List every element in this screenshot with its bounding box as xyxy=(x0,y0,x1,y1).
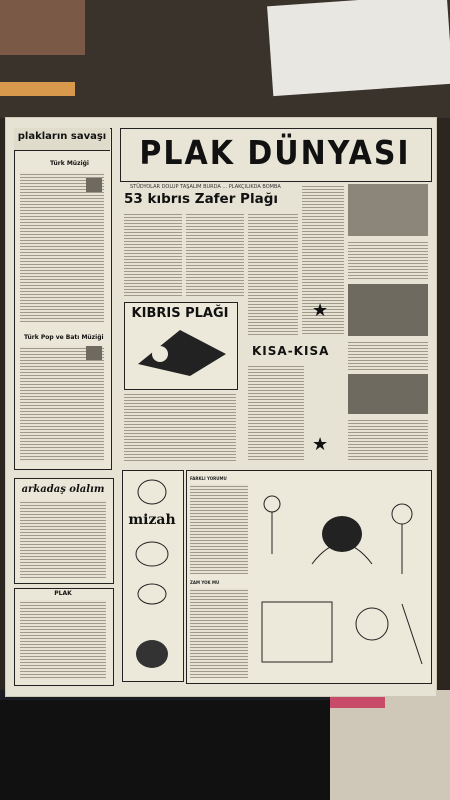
cartoon-section-heading-a: ZAM YOK MU xyxy=(190,580,220,585)
photo-group xyxy=(348,284,428,336)
masthead-title: PLAK DÜNYASI xyxy=(139,134,411,173)
kibris-ad-illustration xyxy=(130,324,230,382)
article-col-lower xyxy=(124,392,236,462)
kisa-kisa-title: KISA-KISA xyxy=(252,344,330,358)
article-col-3 xyxy=(248,212,298,336)
plak-info-title: PLAK xyxy=(54,590,72,597)
kisa-kisa-text xyxy=(248,364,304,462)
star-icon: ★ xyxy=(312,300,329,321)
photo-band xyxy=(348,184,428,236)
background-orange-strip xyxy=(0,82,75,96)
cartoon-illustrations xyxy=(252,474,428,680)
mizah-cartoons xyxy=(126,474,178,678)
chart-thumbnail-2 xyxy=(86,346,102,360)
sidebar-text-2 xyxy=(348,340,428,370)
star-icon-2: ★ xyxy=(312,434,329,455)
cartoon-section-text-a xyxy=(190,588,248,678)
chart-thumbnail xyxy=(86,178,102,192)
article-kicker: STÜDYOLAR DOLUP TAŞALIM BURDA ... PLAKÇILIKDA BOMBA xyxy=(130,184,281,190)
cartoon-section-heading-b: FARKLI YORUMU xyxy=(190,476,227,481)
background-paper xyxy=(267,0,450,96)
plak-info-text xyxy=(20,600,106,680)
photo-studio xyxy=(348,374,428,414)
kibris-ad-title: KIBRIS PLAĞI xyxy=(131,306,229,321)
chart-section-pop: Türk Pop ve Batı Müziği xyxy=(24,334,104,341)
article-col-2 xyxy=(186,212,244,298)
chart-list-pop xyxy=(20,346,104,462)
chart-section-turk: Türk Müziği xyxy=(50,160,89,167)
chart-list-turk xyxy=(20,172,104,322)
background-box xyxy=(0,0,85,55)
cartoon-section-text-b xyxy=(190,484,248,574)
arkadas-title: arkadaş olalım xyxy=(21,484,105,495)
background-cloth xyxy=(0,700,330,800)
article-headline: 53 kıbrıs Zafer Plağı xyxy=(124,191,278,207)
sidebar-text-3 xyxy=(348,418,428,462)
chart-column-title: plakların savaşı xyxy=(17,131,107,142)
arkadas-text xyxy=(20,500,106,578)
photo-caption xyxy=(348,240,428,280)
article-col-1 xyxy=(124,212,182,298)
mizah-title: mizah xyxy=(128,512,176,528)
